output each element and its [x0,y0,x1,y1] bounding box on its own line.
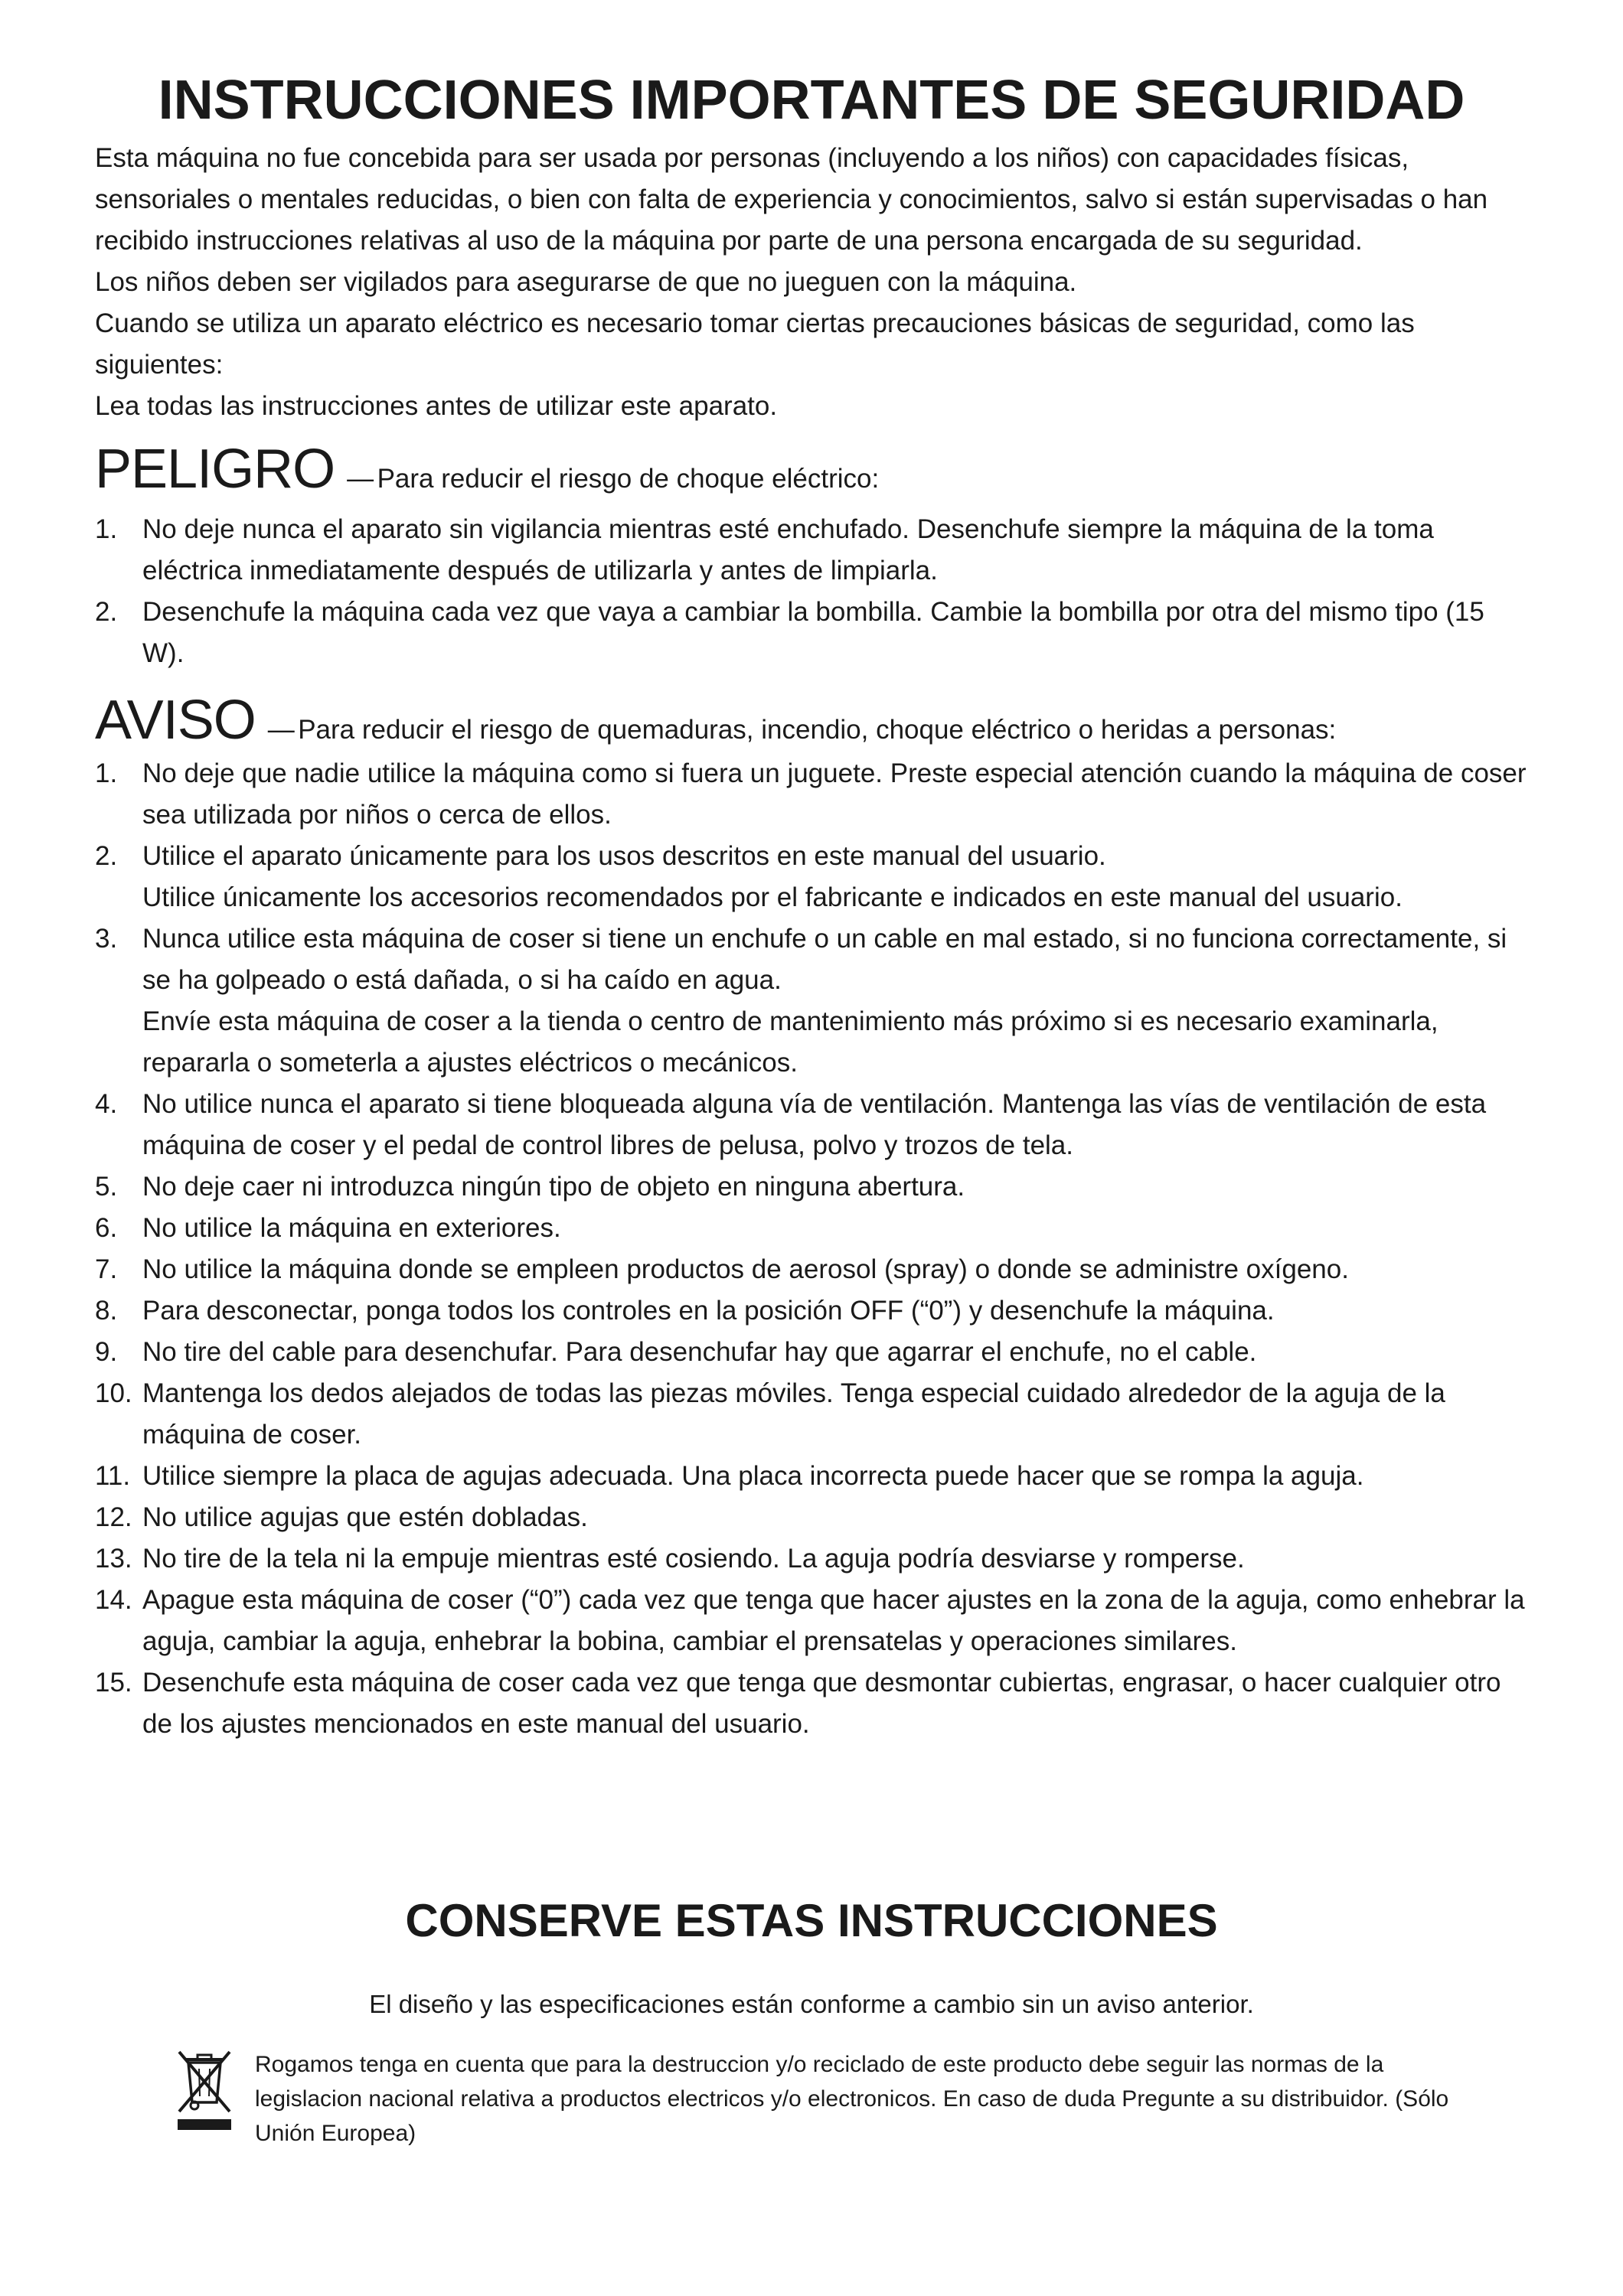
peligro-heading-row [95,438,879,501]
list-item [95,1290,1527,1332]
item-text: Desenchufe la máquina cada vez que vaya a cambiar la bombilla. Cambie la bombilla por otra del mismo tipo (15 W). [142,597,1484,668]
list-item [95,836,1527,918]
list-item [95,1580,1527,1662]
item-number: 7. [95,1254,118,1284]
aviso-heading-row [95,689,1336,752]
item-text: No deje que nadie utilice la máquina como si fuera un juguete. Preste especial atención cuando la máquina de coser sea utilizada por niños o cerca de ellos. [142,758,1527,830]
item-number: 13. [95,1544,132,1574]
list-item [95,1166,1527,1208]
aviso-subtitle: Para reducir el riesgo de quemaduras, incendio, choque eléctrico o heridas a personas: [298,715,1337,745]
item-text: No utilice la máquina donde se empleen productos de aerosol (spray) o donde se administre oxígeno. [142,1254,1349,1284]
item-number: 6. [95,1213,118,1243]
item-number: 2. [95,597,118,627]
item-extra-text: Utilice únicamente los accesorios recomendados por el fabricante e indicados en este manual del usuario. [142,882,1403,912]
item-number: 10. [95,1378,132,1408]
item-extra-text: Envíe esta máquina de coser a la tienda o centro de mantenimiento más próximo si es necesario examinarla, repararla o someterla a ajustes eléctricos o mecánicos. [142,1006,1438,1078]
item-text: Desenchufe esta máquina de coser cada vez que tenga que desmontar cubiertas, engrasar, o hacer cualquier otro de los ajustes mencionados en este manual del usuario. [142,1668,1501,1739]
item-text: No utilice la máquina en exteriores. [142,1213,561,1243]
item-number: 14. [95,1585,132,1615]
list-item [95,1249,1527,1290]
peligro-list [95,509,1527,674]
item-number: 1. [95,758,118,788]
item-number: 3. [95,924,118,954]
item-text: No utilice nunca el aparato si tiene bloqueada alguna vía de ventilación. Mantenga las vías de ventilación de esta máquina de coser y el pedal de control libres de pelusa, polvo y trozos de tela. [142,1089,1487,1160]
aviso-heading: AVISO [95,690,256,751]
conserve-heading: CONSERVE ESTAS INSTRUCCIONES [405,1895,1218,1946]
peligro-subtitle: Para reducir el riesgo de choque eléctrico: [377,464,880,494]
item-number: 5. [95,1172,118,1202]
aviso-list [95,753,1527,1745]
item-number: 11. [95,1461,131,1491]
list-item [95,1373,1527,1456]
item-text: Utilice el aparato únicamente para los usos descritos en este manual del usuario. [142,841,1106,871]
list-item [95,918,1527,1084]
crossed-out-wheelie-bin-icon [175,2049,234,2131]
intro-paragraph: Los niños deben ser vigilados para asegurarse de que no jueguen con la máquina. [95,267,1077,297]
item-text: No tire del cable para desenchufar. Para desenchufar hay que agarrar el enchufe, no el cable. [142,1337,1257,1367]
item-text: Apague esta máquina de coser (“0”) cada vez que tenga que hacer ajustes en la zona de la aguja, como enhebrar la aguja, cambiar la aguja, enhebrar la bobina, cambiar el prensatelas y operaciones similares. [142,1585,1525,1656]
list-item [95,1497,1527,1538]
list-item [95,509,1527,592]
item-text: Para desconectar, ponga todos los controles en la posición OFF (“0”) y desenchufe la máquina. [142,1296,1275,1326]
item-number: 1. [95,514,118,544]
intro-text [95,138,1527,427]
item-text: No deje caer ni introduzca ningún tipo de objeto en ninguna abertura. [142,1172,965,1202]
item-text: Mantenga los dedos alejados de todas las piezas móviles. Tenga especial cuidado alrededor de la aguja de la máquina de coser. [142,1378,1445,1450]
list-item [95,1538,1527,1580]
item-text: Nunca utilice esta máquina de coser si tiene un enchufe o un cable en mal estado, si no funciona correctamente, si se ha golpeado o está dañada, o si ha caído en agua. [142,924,1507,995]
peligro-heading: PELIGRO [95,439,335,500]
list-item [95,1208,1527,1249]
intro-paragraph: Lea todas las instrucciones antes de utilizar este aparato. [95,391,778,421]
item-text: No tire de la tela ni la empuje mientras esté cosiendo. La aguja podría desviarse y romperse. [142,1544,1245,1574]
intro-paragraph: Esta máquina no fue concebida para ser usada por personas (incluyendo a los niños) con capacidades físicas, sensoriales o mentales reducidas, o bien con falta de experiencia y conocimientos, salvo si están supervisadas o han recibido instrucciones relativas al uso de la máquina por parte de una persona encargada de su seguridad. [95,143,1488,256]
aviso-dash: — [267,715,295,745]
item-text: No utilice agujas que estén dobladas. [142,1502,588,1532]
peligro-dash: — [347,464,374,494]
item-number: 8. [95,1296,118,1326]
list-item [95,1662,1527,1745]
list-item [95,753,1527,836]
intro-paragraph: Cuando se utiliza un aparato eléctrico es necesario tomar ciertas precauciones básicas de seguridad, como las siguientes: [95,308,1415,380]
list-item [95,1456,1527,1497]
item-number: 4. [95,1089,118,1119]
page-title: INSTRUCCIONES IMPORTANTES DE SEGURIDAD [158,70,1465,131]
item-text: No deje nunca el aparato sin vigilancia mientras esté enchufado. Desenchufe siempre la máquina de la toma eléctrica inmediatamente después de utilizarla y antes de limpiarla. [142,514,1434,585]
design-note: El diseño y las especificaciones están conforme a cambio sin un aviso anterior. [369,1990,1254,2018]
item-number: 2. [95,841,118,871]
list-item [95,1332,1527,1373]
item-number: 9. [95,1337,118,1367]
weee-disposal-notice: Rogamos tenga en cuenta que para la destruccion y/o reciclado de este producto debe seguir las normas de la legislacion nacional relativa a productos electricos y/o electronicos. En caso de duda Pregunte a su distribuidor. (Sólo Unión Europea) [255,2052,1449,2146]
list-item [95,1084,1527,1166]
item-text: Utilice siempre la placa de agujas adecuada. Una placa incorrecta puede hacer que se rompa la aguja. [142,1461,1364,1491]
list-item [95,592,1527,674]
item-number: 15. [95,1668,132,1698]
item-number: 12. [95,1502,132,1532]
